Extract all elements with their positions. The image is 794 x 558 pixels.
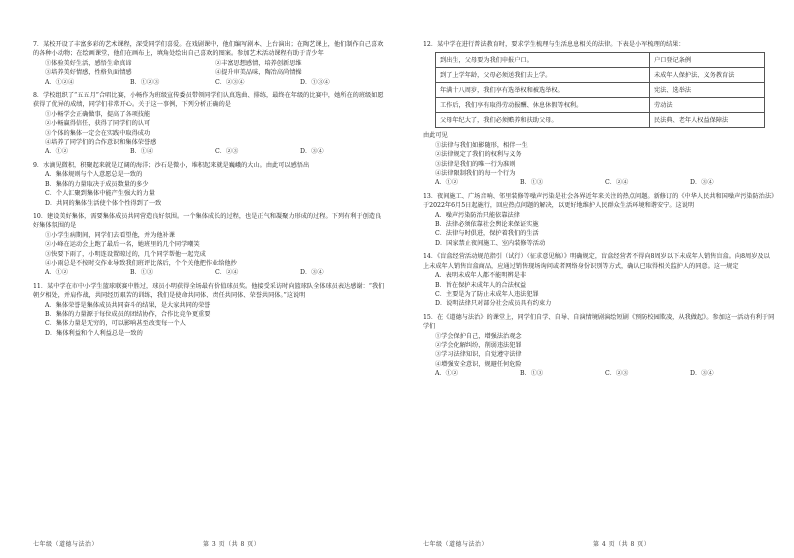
footer-subject: 七年级（道德与法治） [33,541,99,548]
question-10 [33,212,385,278]
question-stem: 15．在《道德与法治》的课堂上，同学们自学、自导、自演情境剧演绘短剧《预防校园欺凌，从我做起》。参加这一活动有利于同学们 [423,313,775,331]
statement-3: ③培养美好情感，性格负面情感 [45,69,132,77]
question-8 [33,91,385,157]
statement-3: ③法律是我们的唯一行为准则 [435,160,516,168]
option-d: D．共同的集体生活使个体个性得到了一致 [45,199,162,207]
option-d: D．集体利益和个人利益总是一致的 [45,329,143,337]
option-c: C．法律与时俱进，保护着我们的生活 [435,230,539,238]
option-a: A．①②④ [45,78,75,86]
statement-4: ④小雨总是不按时交作业导致我们班评比落后，个个关他把作业给他抄 [45,259,237,267]
table-cell: 到了上学年龄，父母必须送我们去上学。 [436,68,650,83]
option-c: C．集体力量是无穷的，可以影响甚至改变每一个人 [45,320,186,328]
statement-2: ②小畅赢得信任，获得了同学们的认可 [45,120,151,128]
question-stem: 8．学校组织了“五五月”合唱比赛，小畅作为班级宣传委员带领同学们认真选曲、排练，最终在年级的比赛中，她所在的班级如愿获得了优异的成绩，同学们非常开心。关于这一事例，下列分析正确的是 [33,92,384,109]
option-d: D．③④ [690,370,714,378]
option-b: B．①③ [520,370,544,378]
footer-right [423,539,651,548]
right-column [423,40,775,383]
left-column [33,40,385,342]
option-d: D．③④ [300,269,324,277]
statement-2: ②学会化解纠纷，削弱违法犯罪 [435,341,522,349]
table-cell: 宪法、选举法 [650,83,765,98]
law-table [435,52,765,128]
statement-3: ③快要下雨了，小明连设置晾过的，几个同学帮他一起完成 [45,250,206,258]
question-15 [423,313,775,379]
question-stem: 14．《盲盒经营活动规范指引（试行）（征求意见稿）》明确规定，盲盒经营者不得向8周岁以下未成年人销售盲盒。向8周岁及以上未成年人销售盲盒商品，应通过销售现场询问或者网络身份识别等方式，确认已取得相关监护人的同意。这一规定 [423,253,770,270]
option-c: C．个人汇聚到集体中能产生强大的力量 [45,190,155,198]
question-stem: 7．某校开设了丰富多彩的艺术课程，深受同学们喜爱。在戏剧课中，他们编写剧本、上台演出；在陶艺课上，他们制作自己喜欢的各种小动物；在绘画课堂，他们在画布上，填角处绘出自己喜欢的图案。参加艺术活动课程有助于青少年 [33,41,384,58]
question-stem: 9．水滴见微积，积聚起来就是辽阔的海洋；沙石是微小，堆积起来就是巍峨的大山。由此可以感悟出 [33,161,310,169]
option-b: B．集体的力量源于每位成员的团结协作，合作比竞争更重要 [45,310,211,318]
option-c: C．②④ [605,179,629,187]
question-stem: 10．建设美好集体，需要集体成员共同营造良好氛围。一个集体成长的过程，也是正气和凝聚力形成的过程。下列有利于创造良好集体氛围的是 [33,212,382,230]
option-c: C．②③ [605,370,629,378]
question-stem: 11．某中学在市中小学生篮球联赛中胜过，球员小明获得全场最有价值球员奖。他接受采访时向篮球队全体球员表达感谢：“我们朝夕相处，并肩作战，共同经历艰苦的训练，我们是使命共同体、责任共同体、荣誉共同体。”这说明 [33,282,385,300]
option-c: C．②④ [215,269,239,277]
option-b: B．①③ [520,179,544,187]
table-row [436,98,765,113]
option-d: D．①③④ [300,78,330,86]
option-b: B．①②③ [130,78,160,86]
question-9 [33,161,385,208]
table-cell: 劳动法 [650,98,765,113]
statement-4: ④培养了同学们的合作意识和集体荣誉感 [45,139,157,147]
statement-1: ①小学生病期间，同学们去看望他，并为他补课 [45,231,175,239]
table-row [436,83,765,98]
table-cell: 父母年纪大了，我们必须赡养和扶助父母。 [436,113,650,128]
statement-1: ①学会保护自己，增强法治观念 [435,332,522,340]
option-d: D．③④ [300,148,324,156]
statement-2: ②丰富思想感情，培养创新思维 [215,59,302,67]
question-lead: 由此可见 [423,132,448,140]
question-14 [423,252,775,308]
statement-2: ②法律规定了我们的权利与义务 [435,151,522,159]
option-d: D．说明法律只对部分社会成员具有约束力 [435,300,552,308]
footer-page-number: 第 3 页（共 8 页） [203,541,261,548]
table-row [436,113,765,128]
table-cell: 民法典、老年人权益保障法 [650,113,765,128]
question-12 [423,40,775,188]
statement-4: ④增强安全意识，规避任何危险 [435,360,522,368]
option-c: C．主要是为了防止未成年人违法犯罪 [435,290,539,298]
table-cell: 工作后，我们享有取得劳动报酬、休息休假等权利。 [436,98,650,113]
footer-page-number: 第 4 页（共 8 页） [593,541,651,548]
table-row [436,68,765,83]
table-row [436,53,765,68]
option-d: D．国家禁止夜间施工、室内装修等活动 [435,239,546,247]
option-b: B．①④ [130,148,154,156]
question-11 [33,282,385,338]
option-c: C．②③④ [215,78,245,86]
option-b: B．旨在保护未成年人的合法权益 [435,281,527,289]
statement-4: ④法律限制我们的每一个行为 [435,170,516,178]
option-a: A．①② [45,148,69,156]
option-a: A．①② [435,370,459,378]
question-13 [423,192,775,248]
footer-subject: 七年级（道德与法治） [423,541,489,548]
statement-1: ①体验美好生活，感悟生命真谛 [45,59,132,67]
option-a: A．①② [435,179,459,187]
option-c: C．②③ [215,148,239,156]
option-a: A．噪声污染防治只能依靠法律 [435,211,520,219]
question-stem: 13．夜间施工、广场音响、邻里装修等噪声污染是社会各界近年来关注的热点问题。新修订的《中华人民共和国噪声污染防治法》于2022年6月5日起施行，回应热点问题的解决，以更好地维护人民群众生活环境和谐安宁。这说明 [423,192,775,210]
footer-left [33,539,261,548]
statement-2: ②小峰在运动会上跑了最后一名，她班里的几个同学嘲笑 [45,241,200,249]
option-d: D．③④ [690,179,714,187]
table-cell: 户口登记条例 [650,53,765,68]
option-a: A．集体规则与个人意愿总是一致的 [45,171,143,179]
statement-3: ③学习法律知识，自觉遵守法律 [435,351,522,359]
table-cell: 未成年人保护法、义务教育法 [650,68,765,83]
statement-3: ③个体的集体一定会在实践中取得成功 [45,129,151,137]
option-a: A．①② [45,269,69,277]
option-b: B．①③ [130,269,154,277]
statement-4: ④提升审美品味，陶冶高尚情操 [215,69,302,77]
option-b: B．集体的力量取决于成员数量的多少 [45,180,149,188]
table-cell: 到出生，父母要为我们申报户口。 [436,53,650,68]
option-a: A．表明未成年人都不能明辨是非 [435,272,527,280]
statement-1: ①法律与我们如影随形，相伴一生 [435,141,528,149]
option-b: B．法律必须依靠社会舆论来保证实施 [435,221,539,229]
question-7 [33,40,385,87]
option-a: A．集体荣誉是集体成员共同奋斗的结果，是大家共同的荣誉 [45,301,211,309]
table-cell: 年满十八周岁，我们享有选举权和被选举权。 [436,83,650,98]
question-stem: 12．某中学在进行普法教育时，要求学生梳理与生活息息相关的法律。下表是小军梳理的结果： [423,41,685,48]
statement-1: ①小畅学会正确做事，提高了各项技能 [45,110,151,118]
